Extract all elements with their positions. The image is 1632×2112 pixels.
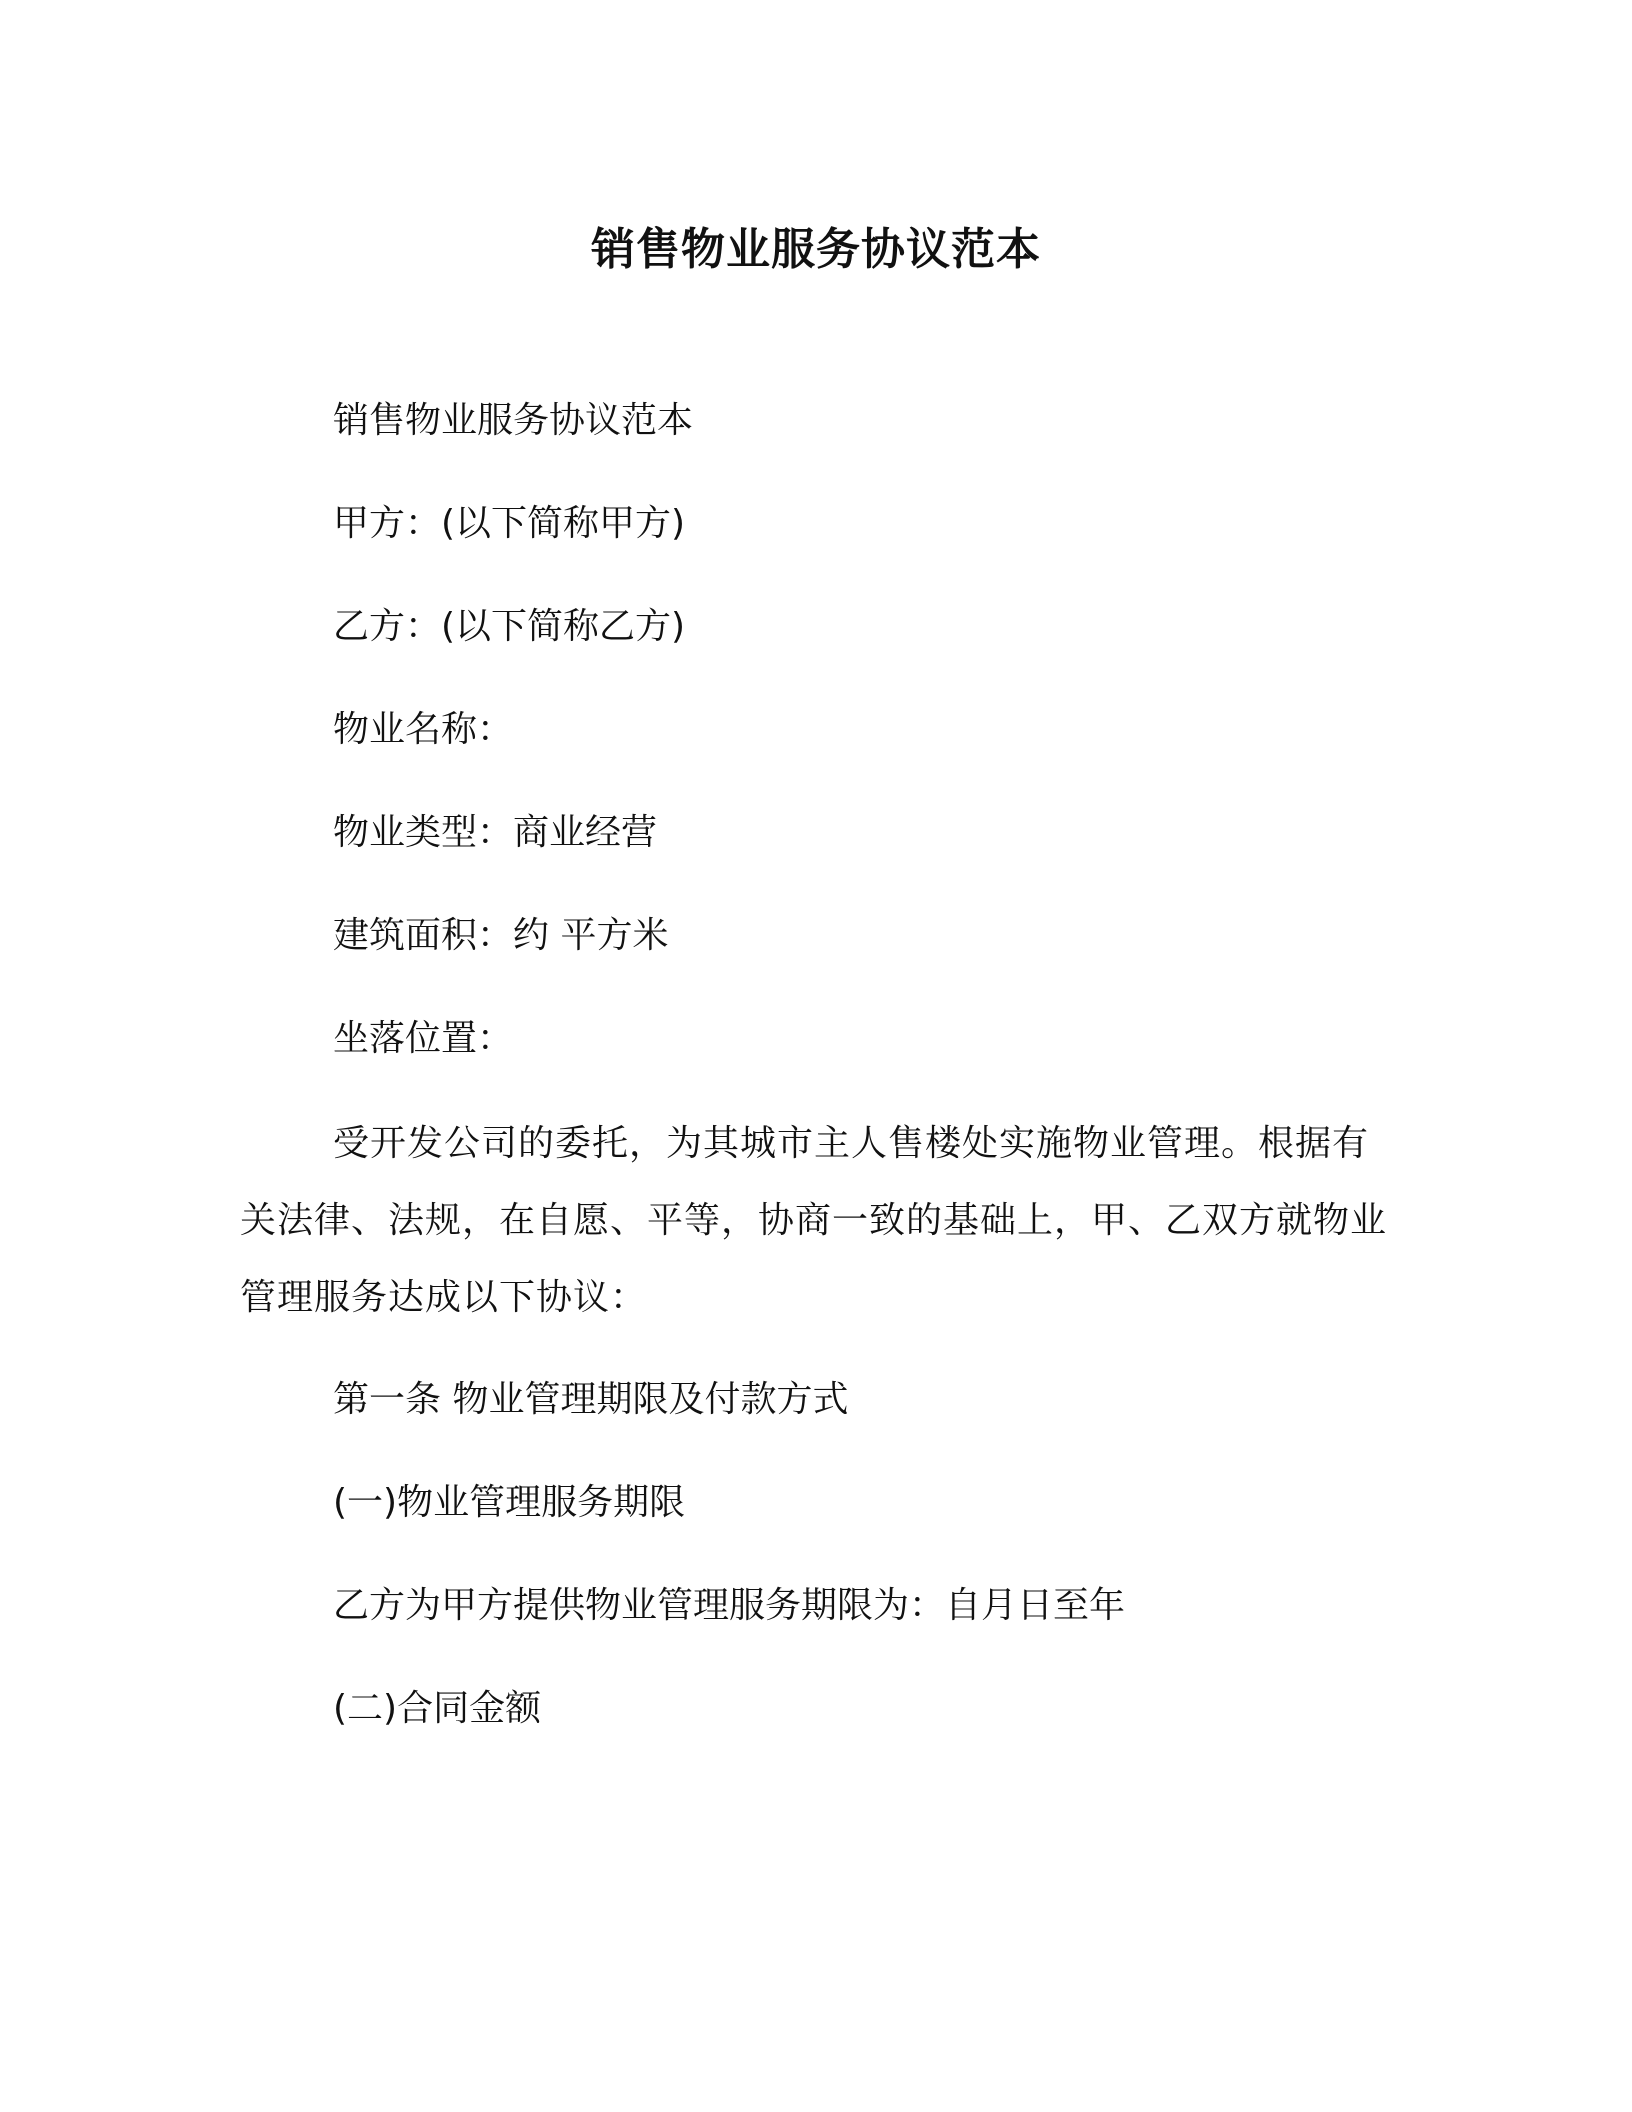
party-a-line: 甲方：(以下简称甲方)	[333, 503, 686, 544]
document-title: 销售物业服务协议范本	[591, 224, 1041, 275]
location-line: 坐落位置：	[333, 1018, 514, 1059]
section-2-heading: (二)合同金额	[333, 1688, 542, 1729]
property-name-line: 物业名称：	[333, 709, 514, 750]
party-b-line: 乙方：(以下简称乙方)	[333, 606, 686, 647]
service-period-line: 乙方为甲方提供物业管理服务期限为：自月日至年	[333, 1585, 1126, 1626]
section-1-heading: (一)物业管理服务期限	[333, 1482, 686, 1523]
property-type-line: 物业类型：商业经营	[333, 812, 658, 853]
article-1-heading: 第一条 物业管理期限及付款方式	[333, 1379, 849, 1420]
building-area-line: 建筑面积：约 平方米	[333, 915, 669, 956]
intro-paragraph: 受开发公司的委托，为其城市主人售楼处实施物业管理。根据有关法律、法规，在自愿、平等，协商一致的基础上，甲、乙双方就物业管理服务达成以下协议：	[240, 1123, 1388, 1318]
subtitle-line: 销售物业服务协议范本	[333, 400, 694, 441]
